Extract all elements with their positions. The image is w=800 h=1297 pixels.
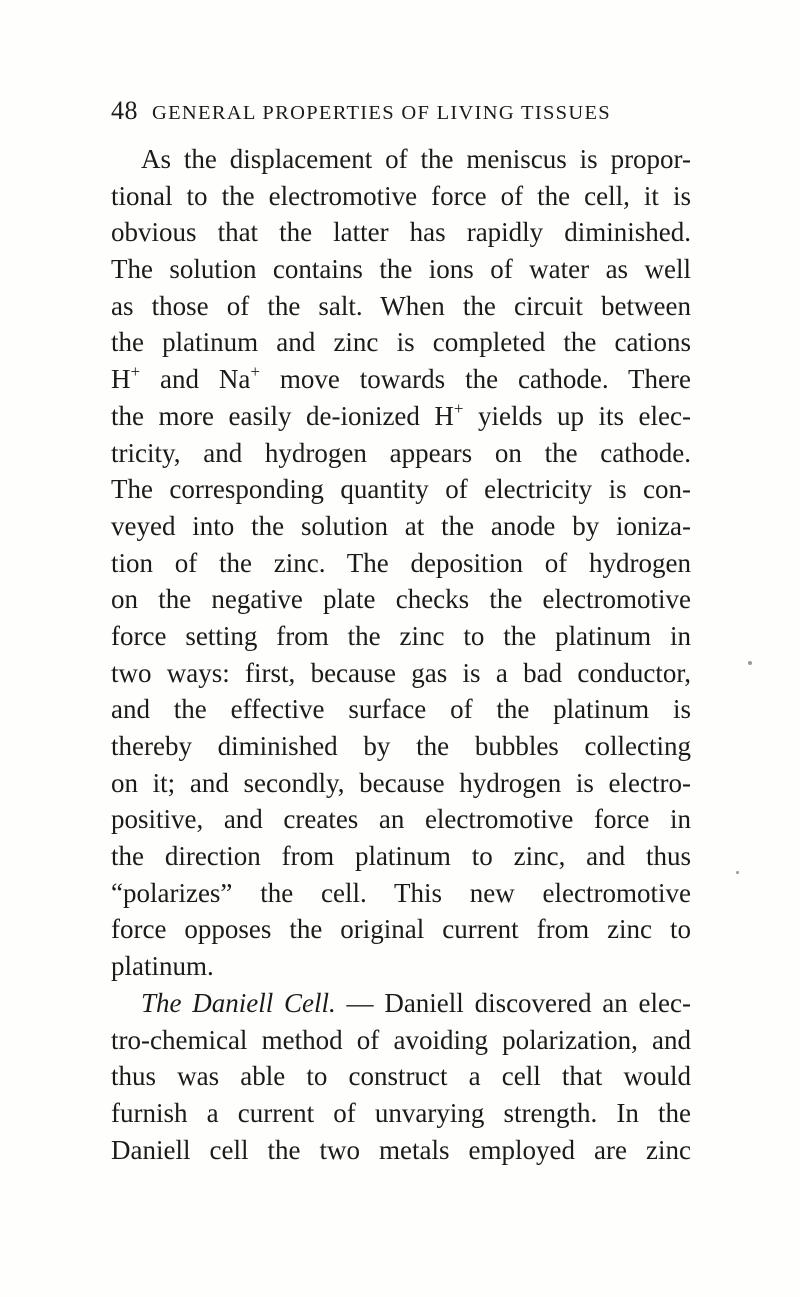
text-line: force setting from the zinc to the platinum in (111, 620, 691, 651)
text-line: tional to the electromotive force of the cell, it is (111, 180, 691, 211)
text-line: as those of the salt. When the circuit between (111, 290, 691, 321)
superscript-charge: + (130, 362, 141, 382)
section-heading-italic: The Daniell Cell. (141, 987, 336, 1018)
text-run: H (111, 364, 131, 395)
text-run: yields up its elec- (463, 400, 691, 431)
text-line: the direction from platinum to zinc, and thus (111, 841, 691, 872)
text-line: force opposes the original current from zinc to (111, 914, 691, 945)
text-line: on it; and secondly, because hydrogen is electro- (111, 767, 691, 798)
text-run: the more easily de-ionized H (111, 400, 454, 431)
text-run: — Daniell discovered an elec- (335, 987, 691, 1018)
text-line: furnish a current of unvarying strength. In the (111, 1097, 691, 1128)
text-line: and the effective surface of the platinum is (111, 694, 691, 725)
text-line (111, 398, 691, 435)
text-line (111, 361, 691, 398)
text-line: veyed into the solution at the anode by ioniza- (111, 510, 691, 541)
running-head (111, 96, 691, 128)
text-line (111, 985, 691, 1022)
text-line: on the negative plate checks the electromotive (111, 584, 691, 615)
text-line: platinum. (111, 951, 214, 982)
running-head-title: GENERAL PROPERTIES OF LIVING TISSUES (152, 102, 612, 124)
text-line: tion of the zinc. The deposition of hydrogen (111, 547, 691, 578)
text-line: obvious that the latter has rapidly diminished. (111, 217, 691, 248)
superscript-charge: + (453, 398, 464, 418)
text-line: two ways: first, because gas is a bad conductor, (111, 657, 691, 688)
text-run: move towards the cathode. There (259, 364, 691, 395)
superscript-charge: + (250, 362, 260, 382)
text-line: thereby diminished by the bubbles collecting (111, 731, 691, 761)
text-line: tricity, and hydrogen appears on the cathode. (111, 437, 691, 468)
scan-speck (748, 661, 752, 665)
text-run: and Na (140, 364, 251, 395)
text-line: As the displacement of the meniscus is propor- (141, 144, 691, 174)
text-line: thus was able to construct a cell that would (111, 1061, 691, 1092)
body-text (111, 141, 691, 1168)
text-line: The corresponding quantity of electricity is con- (111, 474, 691, 505)
text-line: positive, and creates an electromotive force in (111, 804, 691, 835)
text-line: The solution contains the ions of water as well (111, 254, 691, 285)
text-line: the platinum and zinc is completed the cations (111, 327, 691, 358)
text-line: tro-chemical method of avoiding polarization, and (111, 1024, 691, 1055)
page-number: 48 (111, 96, 138, 125)
text-line: “polarizes” the cell. This new electromotive (111, 877, 691, 908)
text-line: Daniell cell the two metals employed are zinc (111, 1134, 691, 1165)
scan-speck (736, 871, 739, 874)
